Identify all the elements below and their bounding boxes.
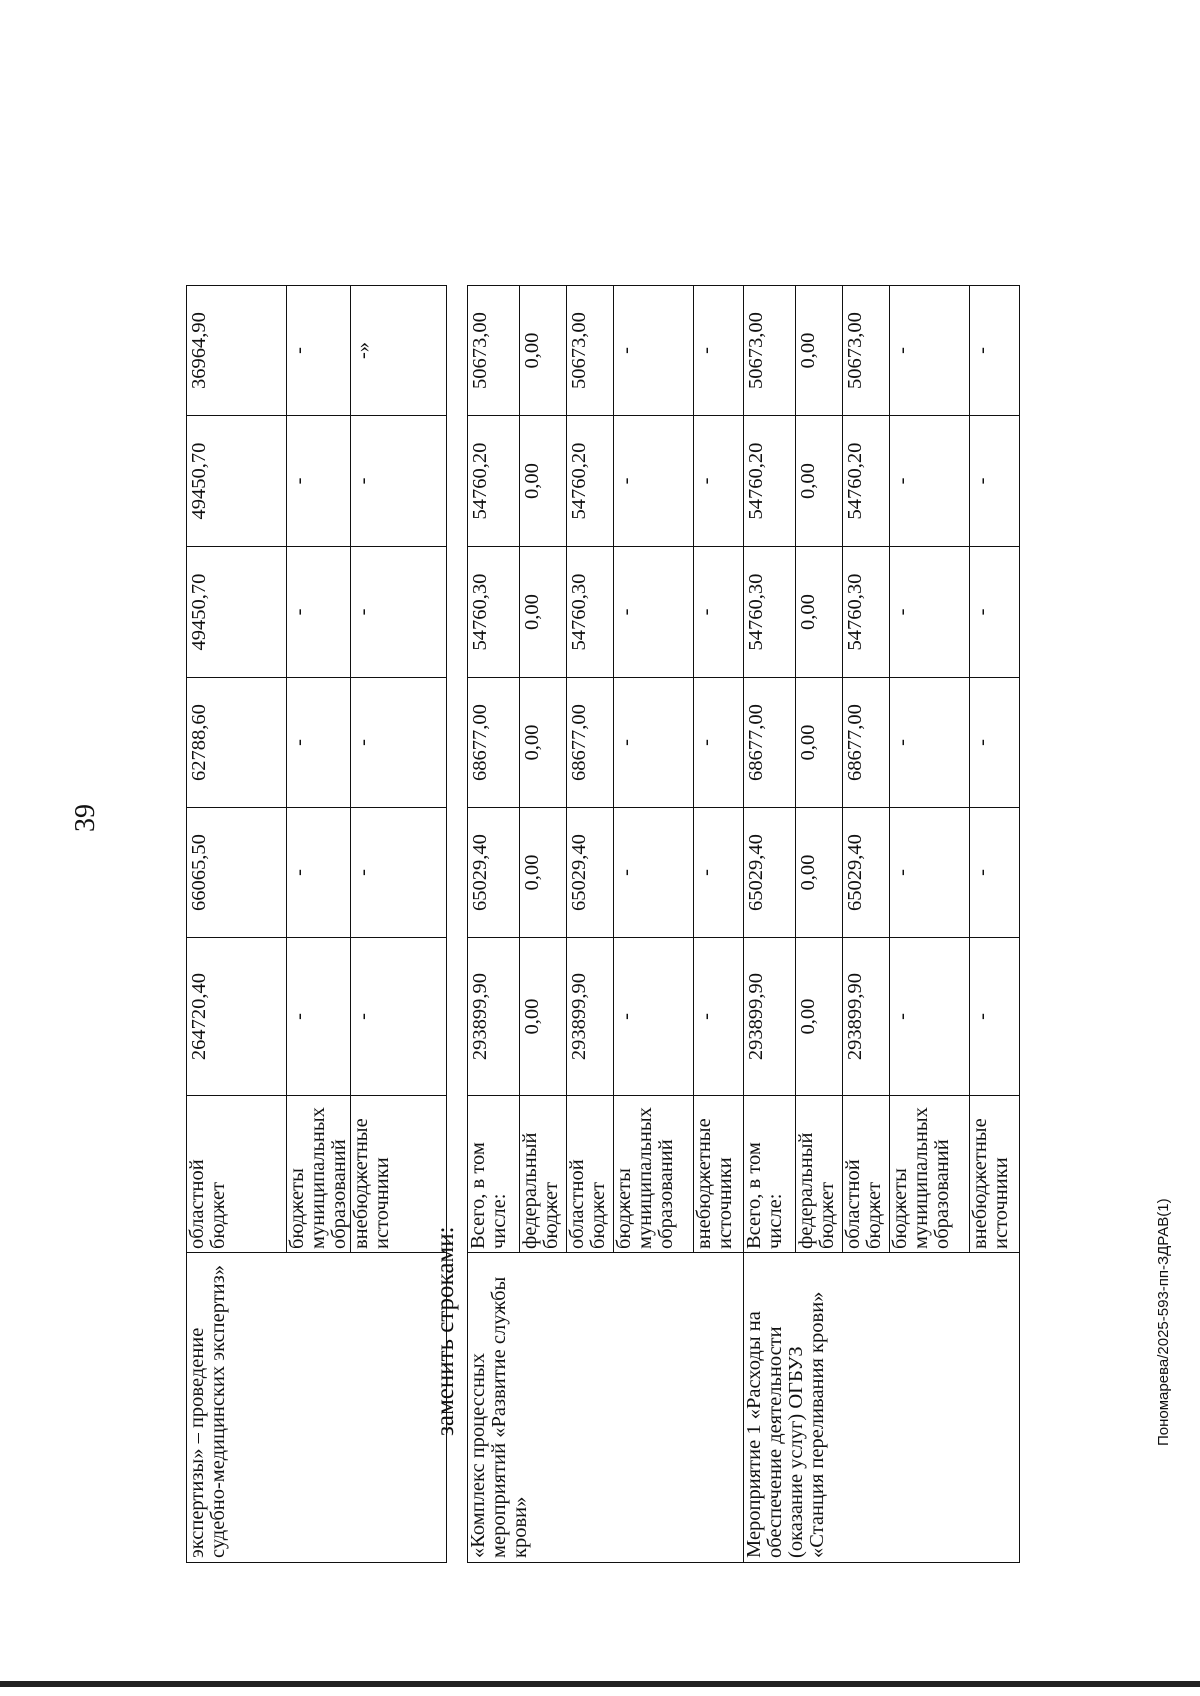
value-cell: - [287, 416, 351, 547]
row-description: экспертизы» – проведение судебно-медицинских экспертиз» [187, 1253, 447, 1563]
value-cell: - [694, 547, 744, 678]
value-cell: 0,00 [796, 416, 843, 547]
source-cell: внебюджетные источники [970, 1096, 1020, 1253]
value-cell: 54760,20 [843, 416, 890, 547]
value-cell: - [614, 938, 694, 1096]
value-cell: 49450,70 [187, 416, 287, 547]
value-cell: - [890, 678, 970, 808]
value-cell: - [351, 416, 447, 547]
source-cell: областной бюджет [843, 1096, 890, 1253]
source-cell: бюджеты муниципальных образований [287, 1096, 351, 1253]
value-cell: 0,00 [796, 286, 843, 416]
value-cell: 0,00 [520, 547, 567, 678]
row-description: Мероприятие 1 «Расходы на обеспечение деятельности (оказание услуг) ОГБУЗ «Станция переливания крови» [744, 1253, 1020, 1563]
value-cell: - [970, 547, 1020, 678]
value-cell: - [970, 416, 1020, 547]
value-cell: - [694, 416, 744, 547]
table-row [187, 286, 287, 1563]
value-cell: 293899,90 [843, 938, 890, 1096]
value-cell: 293899,90 [744, 938, 796, 1096]
value-cell: 50673,00 [567, 286, 614, 416]
value-cell: - [890, 808, 970, 938]
value-cell: 68677,00 [567, 678, 614, 808]
table-row [744, 286, 796, 1563]
table-continuation [186, 285, 447, 1563]
page-number: 39 [70, 804, 101, 832]
value-cell: 65029,40 [468, 808, 520, 938]
value-cell: 68677,00 [843, 678, 890, 808]
value-cell: 0,00 [520, 808, 567, 938]
value-cell: 54760,20 [744, 416, 796, 547]
value-cell: 264720,40 [187, 938, 287, 1096]
value-cell: - [614, 416, 694, 547]
value-cell: 36964,90 [187, 286, 287, 416]
value-cell: - [970, 678, 1020, 808]
value-cell: 68677,00 [744, 678, 796, 808]
value-cell: -» [351, 286, 447, 416]
value-cell: - [890, 416, 970, 547]
source-cell: Всего, в том числе: [468, 1096, 520, 1253]
value-cell: 54760,30 [843, 547, 890, 678]
value-cell: 54760,20 [567, 416, 614, 547]
value-cell: 293899,90 [567, 938, 614, 1096]
value-cell: - [351, 678, 447, 808]
value-cell: 0,00 [520, 286, 567, 416]
source-cell: Всего, в том числе: [744, 1096, 796, 1253]
value-cell: 0,00 [796, 938, 843, 1096]
source-cell: внебюджетные источники [351, 1096, 447, 1253]
value-cell: 54760,30 [468, 547, 520, 678]
value-cell: - [351, 938, 447, 1096]
value-cell: 68677,00 [468, 678, 520, 808]
value-cell: 65029,40 [843, 808, 890, 938]
replace-instruction: заменить строками: [432, 1226, 459, 1436]
value-cell: - [694, 938, 744, 1096]
value-cell: 0,00 [796, 547, 843, 678]
value-cell: 65029,40 [744, 808, 796, 938]
value-cell: - [890, 286, 970, 416]
value-cell: - [694, 808, 744, 938]
value-cell: 0,00 [796, 678, 843, 808]
value-cell: - [694, 678, 744, 808]
value-cell: 54760,30 [744, 547, 796, 678]
scan-edge-line [0, 1681, 1200, 1687]
value-cell: 65029,40 [567, 808, 614, 938]
value-cell: 0,00 [520, 938, 567, 1096]
value-cell: 49450,70 [187, 547, 287, 678]
value-cell: - [351, 808, 447, 938]
table-row [468, 286, 520, 1563]
source-cell: федеральный бюджет [520, 1096, 567, 1253]
table-replacement [467, 285, 1020, 1563]
value-cell: - [614, 808, 694, 938]
value-cell: - [351, 547, 447, 678]
value-cell: 66065,50 [187, 808, 287, 938]
value-cell: - [890, 938, 970, 1096]
source-cell: федеральный бюджет [796, 1096, 843, 1253]
value-cell: - [694, 286, 744, 416]
value-cell: - [614, 547, 694, 678]
source-cell: областной бюджет [567, 1096, 614, 1253]
value-cell: 0,00 [796, 808, 843, 938]
value-cell: - [287, 286, 351, 416]
value-cell: - [287, 808, 351, 938]
value-cell: 0,00 [520, 678, 567, 808]
source-cell: областной бюджет [187, 1096, 287, 1253]
value-cell: 62788,60 [187, 678, 287, 808]
value-cell: 50673,00 [744, 286, 796, 416]
source-cell: внебюджетные источники [694, 1096, 744, 1253]
value-cell: 54760,20 [468, 416, 520, 547]
value-cell: - [287, 938, 351, 1096]
value-cell: - [970, 938, 1020, 1096]
value-cell: - [970, 808, 1020, 938]
source-cell: бюджеты муниципальных образований [890, 1096, 970, 1253]
value-cell: - [287, 678, 351, 808]
value-cell: 54760,30 [567, 547, 614, 678]
value-cell: - [287, 547, 351, 678]
value-cell: - [890, 547, 970, 678]
document-footer-code: Пономарева/2025-593-пп-ЗДРАВ(1) [1155, 1198, 1172, 1446]
value-cell: 0,00 [520, 416, 567, 547]
value-cell: 50673,00 [468, 286, 520, 416]
value-cell: - [614, 678, 694, 808]
value-cell: 293899,90 [468, 938, 520, 1096]
value-cell: - [614, 286, 694, 416]
row-description: «Комплекс процессных мероприятий «Развитие службы крови» [468, 1253, 744, 1563]
value-cell: 50673,00 [843, 286, 890, 416]
source-cell: бюджеты муниципальных образований [614, 1096, 694, 1253]
value-cell: - [970, 286, 1020, 416]
